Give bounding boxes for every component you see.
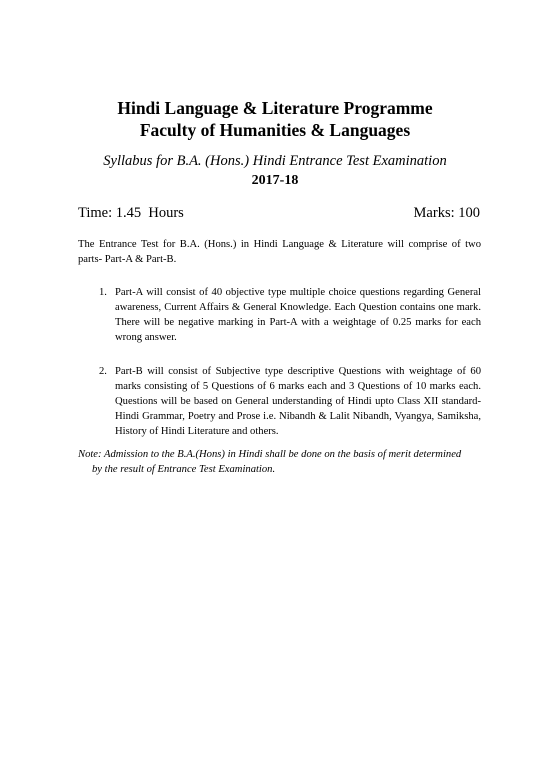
syllabus-heading [0,152,550,190]
note-line-1: Note: Admission to the B.A.(Hons) in Hindi shall be done on the basis of merit determined [78,449,462,460]
document-header [0,97,550,141]
syllabus-year: 2017-18 [251,173,299,188]
list-item-number: 2. [99,366,107,377]
faculty-title: Faculty of Humanities & Languages [139,120,411,140]
programme-title: Hindi Language & Literature Programme [117,98,433,118]
syllabus-title: Syllabus for B.A. (Hons.) Hindi Entrance Test Examination [103,153,447,169]
exam-marks: Marks: 100 [413,205,480,221]
exam-time: Time: 1.45 Hours [78,205,184,221]
list-item-text: Part-A will consist of 40 objective type multiple choice questions regarding General awareness, Current Affairs & General Knowledge. Each Question contains one mark. There will be negative marking in Part-A with a weightage of 0.25 marks for each wrong answer. [115,287,481,343]
exam-details [78,204,480,222]
list-item-number: 1. [99,287,107,298]
note-line-2: by the result of Entrance Test Examination. [92,464,276,475]
admission-note [78,447,484,477]
intro-paragraph: The Entrance Test for B.A. (Hons.) in Hindi Language & Literature will comprise of two parts- Part-A & Part-B. [78,239,481,265]
list-item-part-b [99,364,481,439]
list-item-part-a [99,285,481,345]
list-item-text: Part-B will consist of Subjective type descriptive Questions with weightage of 60 marks consisting of 5 Questions of 6 marks each and 3 Questions of 10 marks each. Questions will be based on General understanding of Hindi upto Class XII standard-Hindi Grammar, Poetry and Prose i.e. Nibandh & Lalit Nibandh, Vyangya, Samiksha, History of Hindi Literature and others. [115,366,481,437]
